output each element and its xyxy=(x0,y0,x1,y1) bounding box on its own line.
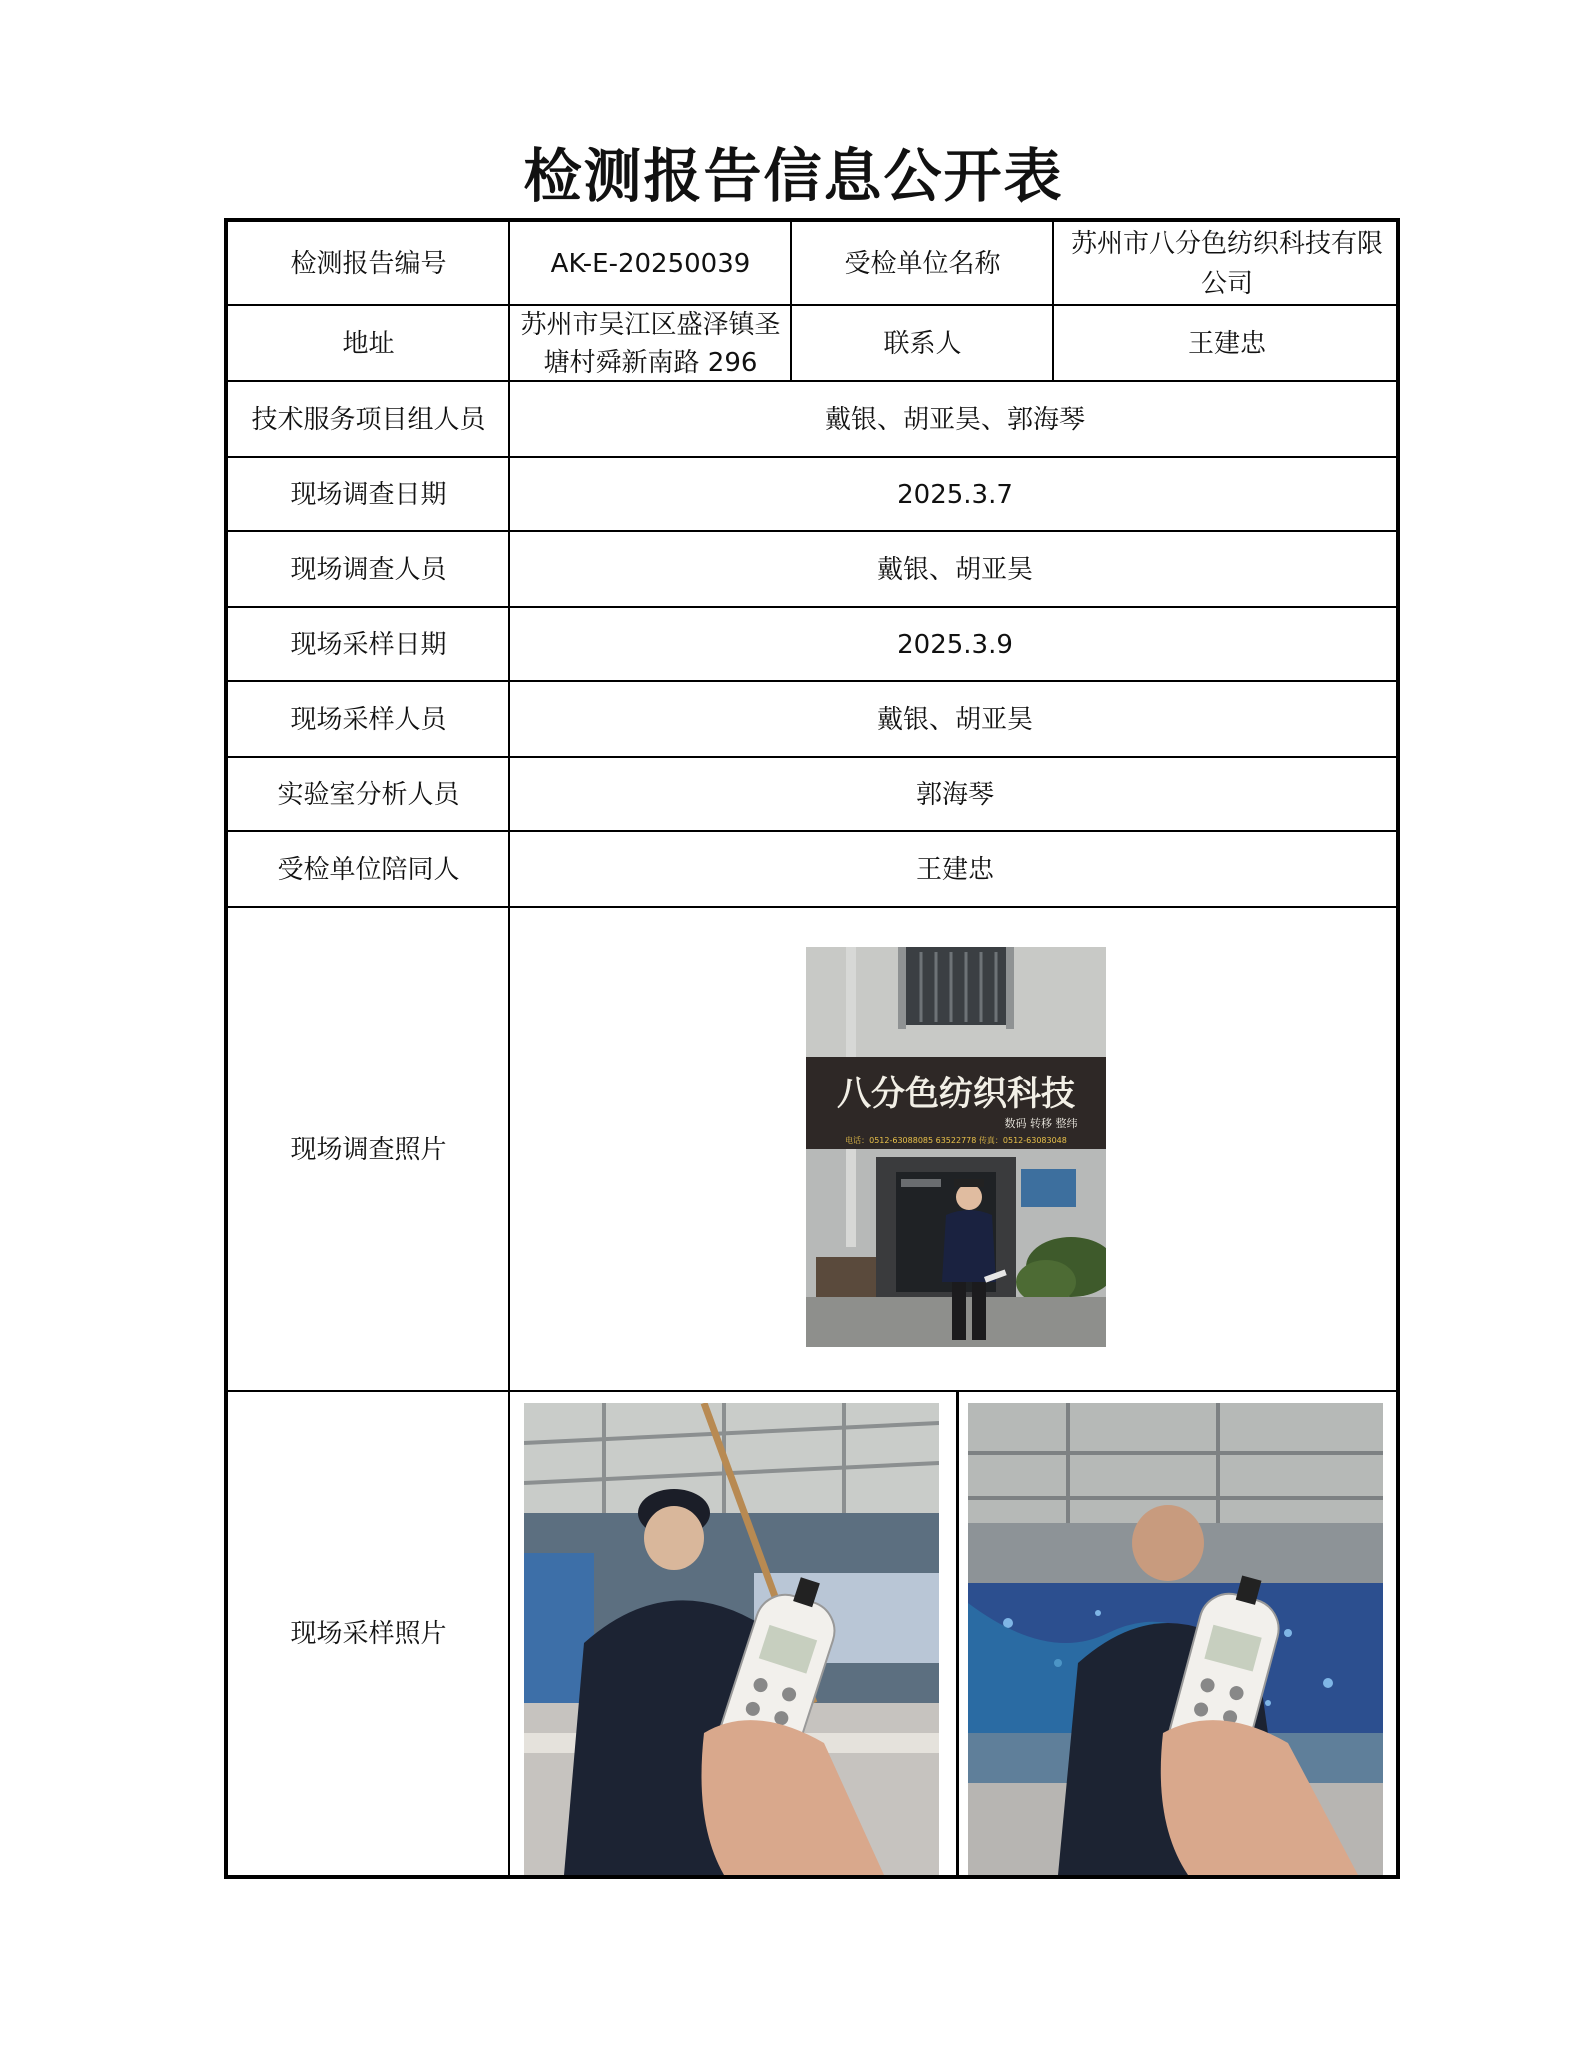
unit-name-value: 苏州市八分色纺织科技有限公司 xyxy=(1070,228,1383,299)
team-value: 戴银、胡亚昊、郭海琴 xyxy=(824,404,1085,435)
survey-date-value: 2025.3.7 xyxy=(897,479,1013,510)
report-no-value: AK-E-20250039 xyxy=(550,248,751,279)
sampling-date-label: 现场采样日期 xyxy=(290,629,447,660)
survey-staff-label: 现场调查人员 xyxy=(290,554,447,585)
sign-main-text: 八分色纺织科技 xyxy=(837,1074,1075,1114)
survey-photo-label: 现场调查照片 xyxy=(290,1134,447,1165)
lab-staff-label: 实验室分析人员 xyxy=(277,779,460,810)
sampling-photo-1-image xyxy=(524,1403,939,1875)
sampling-staff-value: 戴银、胡亚昊 xyxy=(876,704,1033,735)
survey-staff-value: 戴银、胡亚昊 xyxy=(876,554,1033,585)
team-label: 技术服务项目组人员 xyxy=(251,404,486,435)
report-no-label: 检测报告编号 xyxy=(290,248,447,279)
address-value: 苏州市吴江区盛泽镇圣塘村舜新南路 296 xyxy=(520,310,781,378)
sampling-date-value: 2025.3.9 xyxy=(897,629,1013,660)
address-label: 地址 xyxy=(342,328,395,359)
survey-date-label: 现场调查日期 xyxy=(290,479,447,510)
sign-sub-text: 数码 转移 整纬 xyxy=(1004,1117,1078,1130)
contact-label: 联系人 xyxy=(883,328,962,359)
sampling-photo-label: 现场采样照片 xyxy=(290,1618,447,1649)
page-title: 检测报告信息公开表 xyxy=(523,142,1064,210)
survey-photo-image xyxy=(806,947,1106,1347)
unit-name-label: 受检单位名称 xyxy=(844,248,1001,279)
column-divider xyxy=(956,1390,959,1875)
sampling-photo-1 xyxy=(524,1403,939,1875)
sampling-photo-2-image xyxy=(968,1403,1383,1875)
escort-label: 受检单位陪同人 xyxy=(277,854,460,885)
contact-value: 王建忠 xyxy=(1187,328,1266,359)
survey-photo xyxy=(806,947,1106,1347)
lab-staff-value: 郭海琴 xyxy=(915,779,994,810)
sign-phone-text: 电话：0512-63088085 63522778 传真：0512-63083048 xyxy=(845,1136,1067,1145)
sampling-photo-2 xyxy=(968,1403,1383,1875)
sampling-staff-label: 现场采样人员 xyxy=(290,704,447,735)
info-table xyxy=(224,218,1400,1879)
escort-value: 王建忠 xyxy=(915,854,994,885)
